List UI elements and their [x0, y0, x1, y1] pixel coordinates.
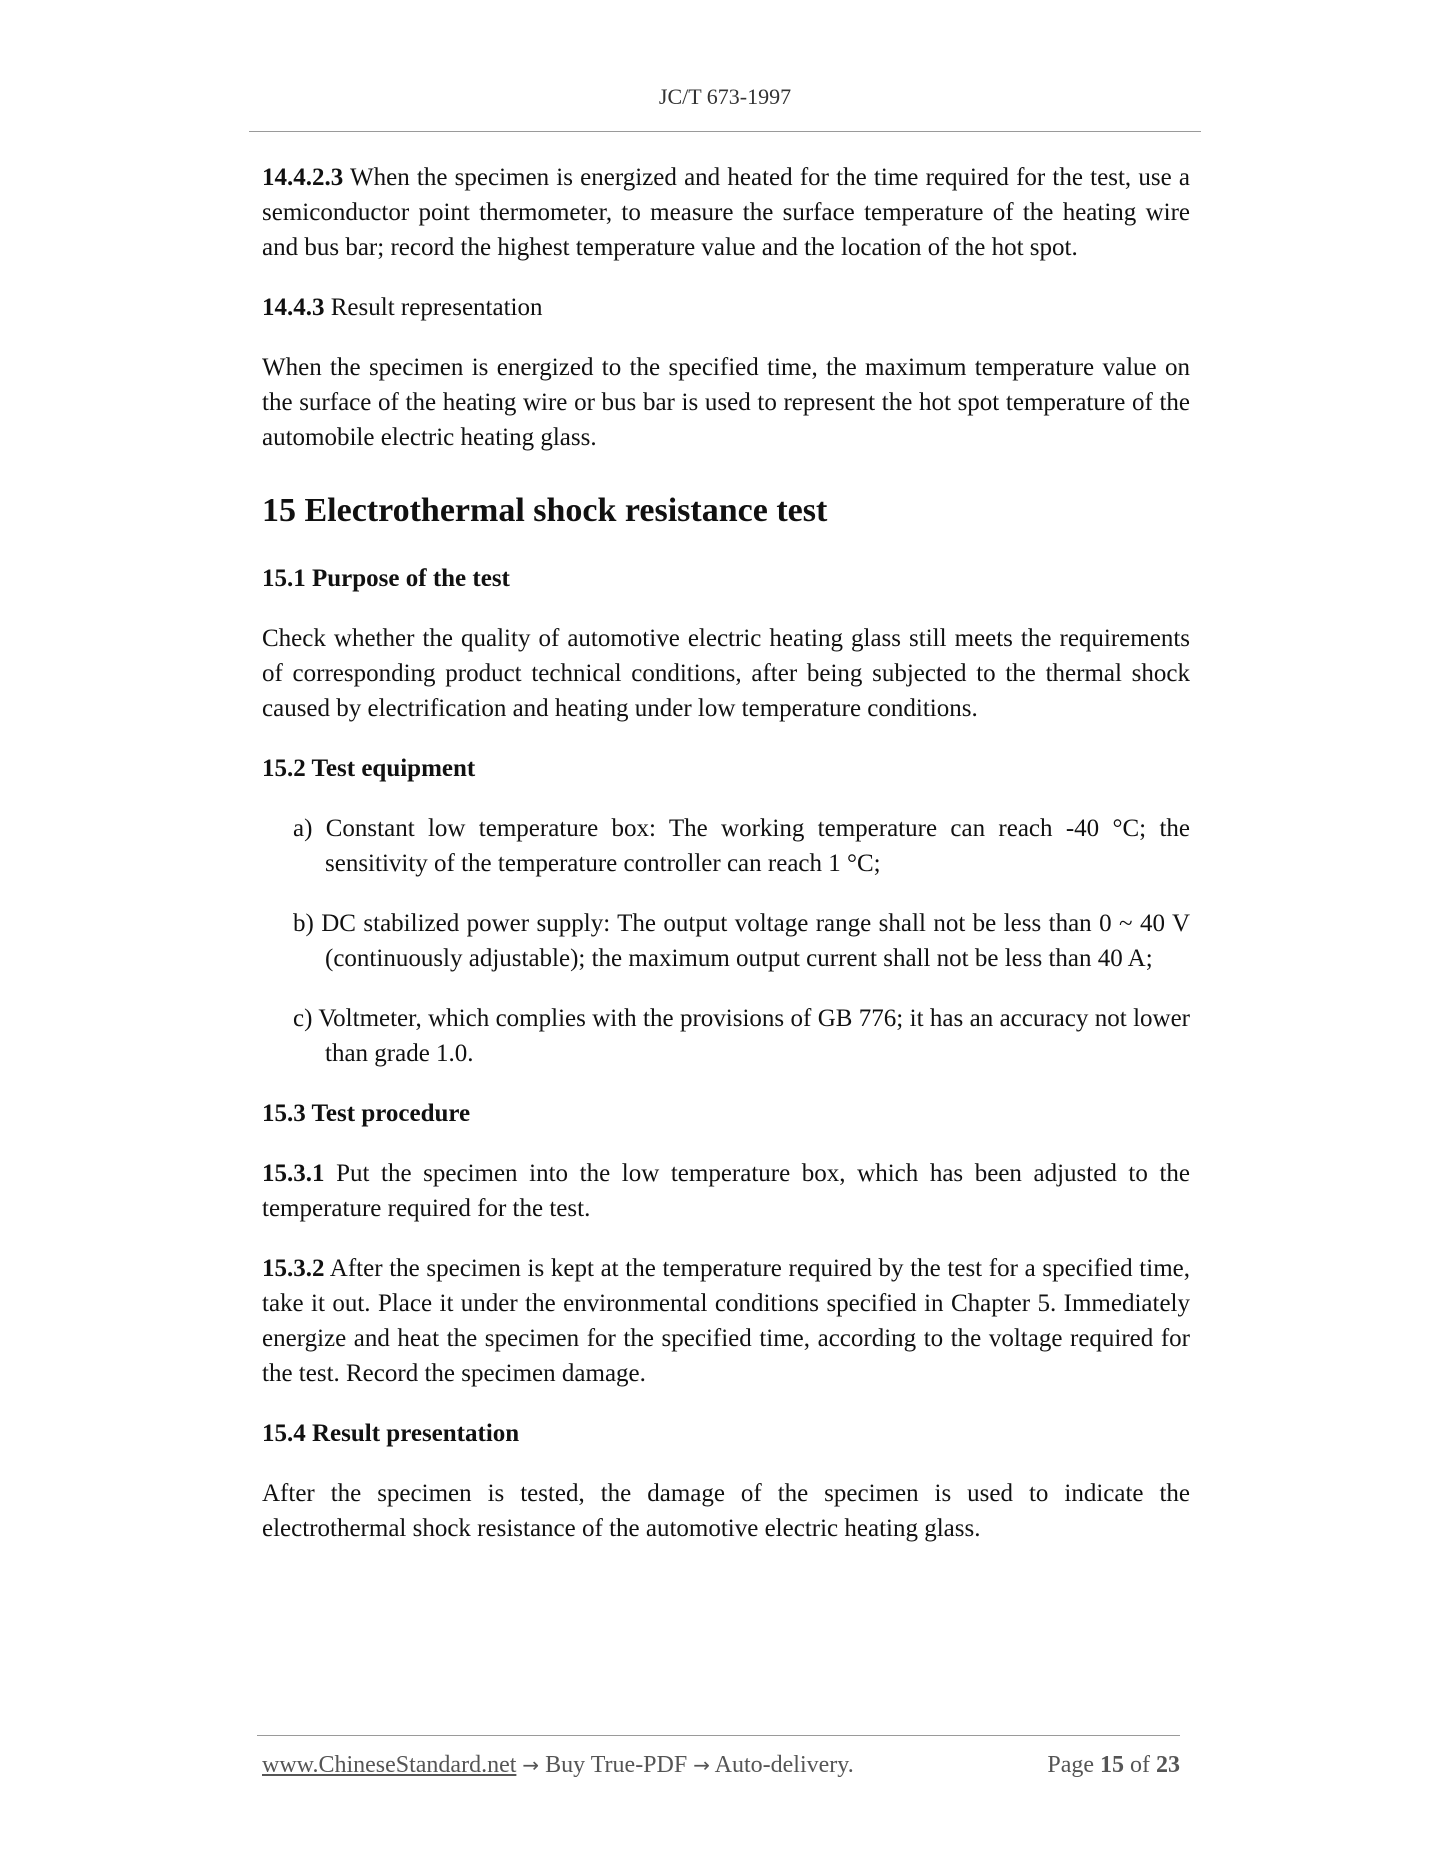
header-divider [249, 131, 1201, 132]
clause-title: Result representation [324, 294, 543, 321]
section-15-4-heading: 15.4 Result presentation [262, 1420, 520, 1447]
of-label: of [1124, 1752, 1156, 1778]
footer-divider [257, 1735, 1180, 1736]
clause-number: 15.3.1 [262, 1160, 325, 1187]
clause-text: Put the specimen into the low temperature box, which has been adjusted to the temperature required for the test. [262, 1160, 1190, 1222]
page-counter [1047, 1752, 1180, 1779]
clause-number: 15.3.2 [262, 1255, 325, 1282]
clause-15-3-1 [262, 1156, 1190, 1226]
equipment-item-b: b) DC stabilized power supply: The output voltage range shall not be less than 0 ~ 40 V (continuously adjustable); the maximum output current shall not be less than 40 A; [293, 910, 1190, 972]
section-15-2-heading: 15.2 Test equipment [262, 755, 476, 782]
clause-14-4-3-heading [262, 290, 1190, 325]
chapter-15-heading: 15 Electrothermal shock resistance test [262, 492, 828, 529]
section-15-4-text: After the specimen is tested, the damage of the specimen is used to indicate the electrothermal shock resistance of the automotive electric heating glass. [262, 1480, 1190, 1542]
running-header: JC/T 673-1997 [658, 84, 792, 109]
clause-text: When the specimen is energized and heated for the time required for the test, use a semiconductor point thermometer, to measure the surface temperature of the heating wire and bus bar; record the highest temperature value and the location of the hot spot. [262, 164, 1190, 261]
arrow-right-icon: → [693, 1753, 710, 1777]
arrow-right-icon: → [522, 1753, 540, 1777]
page-total: 23 [1156, 1752, 1180, 1778]
clause-number: 14.4.3 [262, 294, 325, 321]
clause-14-4-3-text: When the specimen is energized to the specified time, the maximum temperature value on the surface of the heating wire or bus bar is used to represent the hot spot temperature of the automobile electric heating glass. [262, 354, 1190, 451]
page-label: Page [1047, 1752, 1100, 1778]
clause-number: 14.4.2.3 [262, 164, 344, 191]
footer-delivery-text: Auto-delivery. [709, 1752, 854, 1778]
clause-15-3-2 [262, 1251, 1190, 1391]
chinesestandard-link[interactable]: www.ChineseStandard.net [262, 1752, 517, 1778]
clause-14-4-2-3 [262, 160, 1190, 265]
section-15-1-text: Check whether the quality of automotive electric heating glass still meets the requirements of corresponding product technical conditions, after being subjected to the thermal shock caused by electrification and heating under low temperature conditions. [262, 625, 1190, 722]
equipment-item-a: a) Constant low temperature box: The working temperature can reach -40 °C; the sensitivity of the temperature controller can reach 1 °C; [293, 815, 1190, 877]
clause-text: After the specimen is kept at the temperature required by the test for a specified time, take it out. Place it under the environmental conditions specified in Chapter 5. Immediately energize and heat the specimen for the specified time, according to the voltage required for the test. Record the specimen damage. [262, 1255, 1190, 1387]
footer-buy-text: Buy True-PDF [539, 1752, 694, 1778]
section-15-3-heading: 15.3 Test procedure [262, 1100, 471, 1127]
section-15-1-heading: 15.1 Purpose of the test [262, 565, 510, 592]
footer-purchase-line [262, 1752, 854, 1779]
document-body [262, 160, 1190, 1546]
page-number: 15 [1100, 1752, 1124, 1778]
equipment-item-c: c) Voltmeter, which complies with the provisions of GB 776; it has an accuracy not lower than grade 1.0. [293, 1005, 1190, 1067]
